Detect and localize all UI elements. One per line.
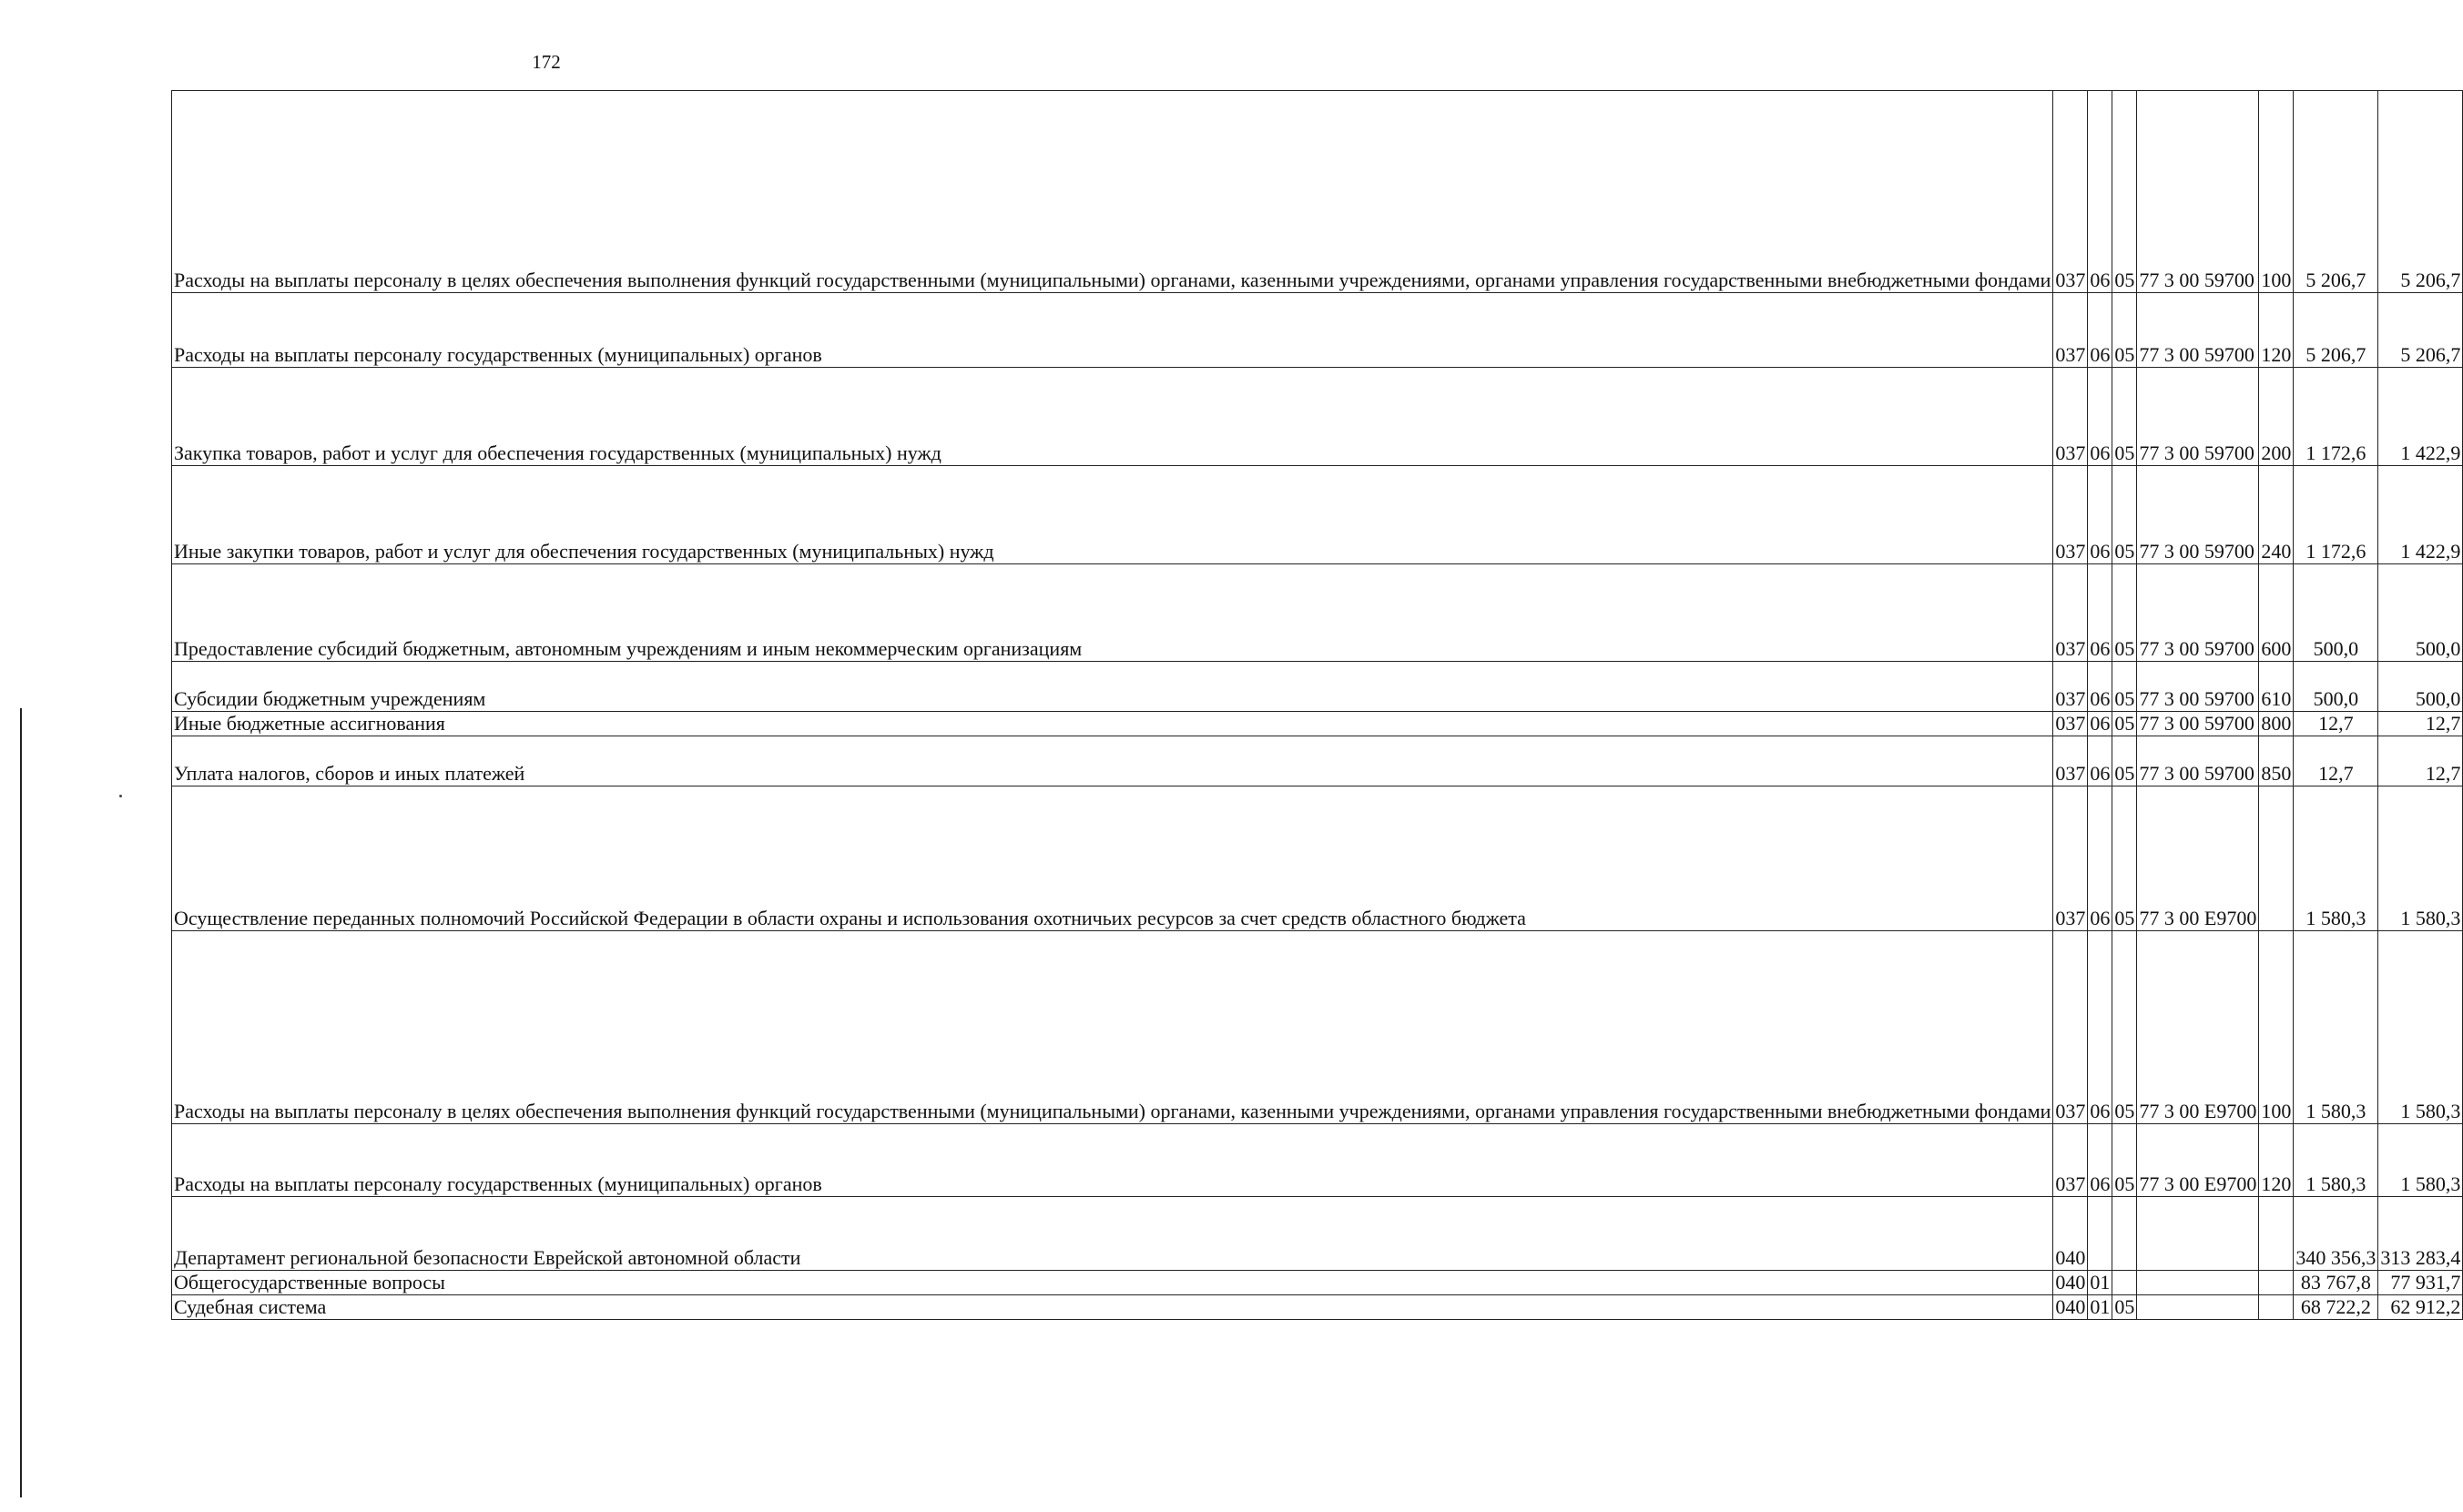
row-name: Расходы на выплаты персоналу в целях обеспечения выполнения функций государственными (муниципальными) органами, казенными учреждениями, органами управления государственными внебюджетными фондами bbox=[172, 91, 2053, 293]
row-sum-year1: 12,7 bbox=[2294, 736, 2378, 786]
row-sum-year2: 1 580,3 bbox=[2378, 1124, 2463, 1197]
row-section-code: 06 bbox=[2088, 931, 2112, 1124]
row-sum-year2: 1 422,9 bbox=[2378, 368, 2463, 466]
row-name: Предоставление субсидий бюджетным, автономным учреждениям и иным некоммерческим организациям bbox=[172, 564, 2053, 662]
row-subsection-code: 05 bbox=[2112, 712, 2137, 736]
row-target-code: 77 3 00 E9700 bbox=[2137, 931, 2259, 1124]
row-name: Расходы на выплаты персоналу в целях обеспечения выполнения функций государственными (муниципальными) органами, казенными учреждениями, органами управления государственными внебюджетными фондами bbox=[172, 931, 2053, 1124]
row-section-code: 06 bbox=[2088, 662, 2112, 712]
row-section-code: 01 bbox=[2088, 1295, 2112, 1320]
row-target-code: 77 3 00 59700 bbox=[2137, 712, 2259, 736]
row-subsection-code: 05 bbox=[2112, 1124, 2137, 1197]
row-sum-year2: 12,7 bbox=[2378, 712, 2463, 736]
page-number: 172 bbox=[532, 51, 561, 73]
row-target-code: 77 3 00 59700 bbox=[2137, 466, 2259, 564]
row-section-code: 06 bbox=[2088, 786, 2112, 931]
row-target-code bbox=[2137, 1295, 2259, 1320]
table-row bbox=[172, 1295, 2463, 1320]
row-sum-year2: 5 206,7 bbox=[2378, 293, 2463, 368]
table-row bbox=[172, 1271, 2463, 1295]
row-ministry-code: 040 bbox=[2053, 1197, 2088, 1271]
row-section-code: 06 bbox=[2088, 293, 2112, 368]
row-sum-year1: 1 580,3 bbox=[2294, 931, 2378, 1124]
row-expense-type-code bbox=[2259, 1295, 2294, 1320]
row-ministry-code: 037 bbox=[2053, 368, 2088, 466]
margin-line bbox=[20, 708, 22, 1497]
row-target-code bbox=[2137, 1197, 2259, 1271]
row-sum-year1: 5 206,7 bbox=[2294, 293, 2378, 368]
row-ministry-code: 040 bbox=[2053, 1271, 2088, 1295]
row-name: Судебная система bbox=[172, 1295, 2053, 1320]
row-ministry-code: 037 bbox=[2053, 564, 2088, 662]
table-row bbox=[172, 736, 2463, 786]
row-expense-type-code: 120 bbox=[2259, 1124, 2294, 1197]
table-row bbox=[172, 662, 2463, 712]
table-row bbox=[172, 1197, 2463, 1271]
row-name: Расходы на выплаты персоналу государственных (муниципальных) органов bbox=[172, 1124, 2053, 1197]
row-subsection-code: 05 bbox=[2112, 662, 2137, 712]
row-sum-year2: 500,0 bbox=[2378, 662, 2463, 712]
row-target-code: 77 3 00 59700 bbox=[2137, 293, 2259, 368]
row-target-code: 77 3 00 59700 bbox=[2137, 564, 2259, 662]
row-ministry-code: 037 bbox=[2053, 736, 2088, 786]
row-target-code: 77 3 00 59700 bbox=[2137, 91, 2259, 293]
row-subsection-code: 05 bbox=[2112, 931, 2137, 1124]
row-section-code bbox=[2088, 1197, 2112, 1271]
row-ministry-code: 037 bbox=[2053, 91, 2088, 293]
row-sum-year2: 1 422,9 bbox=[2378, 466, 2463, 564]
row-section-code: 06 bbox=[2088, 368, 2112, 466]
row-expense-type-code: 240 bbox=[2259, 466, 2294, 564]
row-subsection-code bbox=[2112, 1271, 2137, 1295]
row-expense-type-code: 120 bbox=[2259, 293, 2294, 368]
table-row bbox=[172, 712, 2463, 736]
row-subsection-code: 05 bbox=[2112, 736, 2137, 786]
row-expense-type-code bbox=[2259, 1197, 2294, 1271]
row-sum-year1: 500,0 bbox=[2294, 662, 2378, 712]
row-sum-year1: 5 206,7 bbox=[2294, 91, 2378, 293]
row-ministry-code: 037 bbox=[2053, 1124, 2088, 1197]
row-section-code: 06 bbox=[2088, 736, 2112, 786]
row-ministry-code: 040 bbox=[2053, 1295, 2088, 1320]
row-sum-year1: 1 580,3 bbox=[2294, 1124, 2378, 1197]
row-name: Иные бюджетные ассигнования bbox=[172, 712, 2053, 736]
row-target-code: 77 3 00 E9700 bbox=[2137, 1124, 2259, 1197]
row-section-code: 06 bbox=[2088, 466, 2112, 564]
row-section-code: 06 bbox=[2088, 91, 2112, 293]
table-row bbox=[172, 91, 2463, 293]
row-section-code: 06 bbox=[2088, 1124, 2112, 1197]
row-target-code: 77 3 00 E9700 bbox=[2137, 786, 2259, 931]
row-sum-year2: 77 931,7 bbox=[2378, 1271, 2463, 1295]
row-name: Расходы на выплаты персоналу государственных (муниципальных) органов bbox=[172, 293, 2053, 368]
table-row bbox=[172, 564, 2463, 662]
row-sum-year1: 1 172,6 bbox=[2294, 466, 2378, 564]
row-target-code bbox=[2137, 1271, 2259, 1295]
row-target-code: 77 3 00 59700 bbox=[2137, 662, 2259, 712]
row-sum-year1: 340 356,3 bbox=[2294, 1197, 2378, 1271]
row-section-code: 01 bbox=[2088, 1271, 2112, 1295]
row-expense-type-code: 100 bbox=[2259, 931, 2294, 1124]
row-target-code: 77 3 00 59700 bbox=[2137, 368, 2259, 466]
row-sum-year1: 1 172,6 bbox=[2294, 368, 2378, 466]
row-subsection-code: 05 bbox=[2112, 786, 2137, 931]
row-expense-type-code: 800 bbox=[2259, 712, 2294, 736]
row-ministry-code: 037 bbox=[2053, 662, 2088, 712]
row-expense-type-code: 100 bbox=[2259, 91, 2294, 293]
row-subsection-code: 05 bbox=[2112, 466, 2137, 564]
row-subsection-code: 05 bbox=[2112, 368, 2137, 466]
row-section-code: 06 bbox=[2088, 564, 2112, 662]
budget-table bbox=[171, 90, 2463, 1320]
row-expense-type-code bbox=[2259, 1271, 2294, 1295]
row-name: Департамент региональной безопасности Еврейской автономной области bbox=[172, 1197, 2053, 1271]
row-sum-year1: 500,0 bbox=[2294, 564, 2378, 662]
row-subsection-code: 05 bbox=[2112, 564, 2137, 662]
row-sum-year2: 1 580,3 bbox=[2378, 786, 2463, 931]
row-sum-year2: 1 580,3 bbox=[2378, 931, 2463, 1124]
row-sum-year2: 5 206,7 bbox=[2378, 91, 2463, 293]
row-subsection-code: 05 bbox=[2112, 1295, 2137, 1320]
row-name: Закупка товаров, работ и услуг для обеспечения государственных (муниципальных) нужд bbox=[172, 368, 2053, 466]
row-expense-type-code: 610 bbox=[2259, 662, 2294, 712]
row-expense-type-code: 850 bbox=[2259, 736, 2294, 786]
row-sum-year2: 62 912,2 bbox=[2378, 1295, 2463, 1320]
row-ministry-code: 037 bbox=[2053, 712, 2088, 736]
row-name: Уплата налогов, сборов и иных платежей bbox=[172, 736, 2053, 786]
row-ministry-code: 037 bbox=[2053, 466, 2088, 564]
table-row bbox=[172, 1124, 2463, 1197]
row-name: Осуществление переданных полномочий Российской Федерации в области охраны и использования охотничьих ресурсов за счет средств областного бюджета bbox=[172, 786, 2053, 931]
row-sum-year2: 500,0 bbox=[2378, 564, 2463, 662]
row-sum-year2: 313 283,4 bbox=[2378, 1197, 2463, 1271]
table-body bbox=[172, 91, 2463, 1320]
row-name: Иные закупки товаров, работ и услуг для обеспечения государственных (муниципальных) нужд bbox=[172, 466, 2053, 564]
row-subsection-code bbox=[2112, 1197, 2137, 1271]
row-subsection-code: 05 bbox=[2112, 91, 2137, 293]
table-row bbox=[172, 786, 2463, 931]
row-name: Субсидии бюджетным учреждениям bbox=[172, 662, 2053, 712]
row-name: Общегосударственные вопросы bbox=[172, 1271, 2053, 1295]
row-expense-type-code: 600 bbox=[2259, 564, 2294, 662]
table-row bbox=[172, 368, 2463, 466]
row-sum-year1: 68 722,2 bbox=[2294, 1295, 2378, 1320]
row-expense-type-code: 200 bbox=[2259, 368, 2294, 466]
row-sum-year1: 12,7 bbox=[2294, 712, 2378, 736]
row-ministry-code: 037 bbox=[2053, 293, 2088, 368]
table-row bbox=[172, 466, 2463, 564]
row-subsection-code: 05 bbox=[2112, 293, 2137, 368]
row-expense-type-code bbox=[2259, 786, 2294, 931]
row-target-code: 77 3 00 59700 bbox=[2137, 736, 2259, 786]
margin-dot bbox=[119, 795, 122, 797]
row-section-code: 06 bbox=[2088, 712, 2112, 736]
row-ministry-code: 037 bbox=[2053, 931, 2088, 1124]
row-sum-year1: 83 767,8 bbox=[2294, 1271, 2378, 1295]
table-row bbox=[172, 931, 2463, 1124]
row-sum-year1: 1 580,3 bbox=[2294, 786, 2378, 931]
row-ministry-code: 037 bbox=[2053, 786, 2088, 931]
table-row bbox=[172, 293, 2463, 368]
row-sum-year2: 12,7 bbox=[2378, 736, 2463, 786]
